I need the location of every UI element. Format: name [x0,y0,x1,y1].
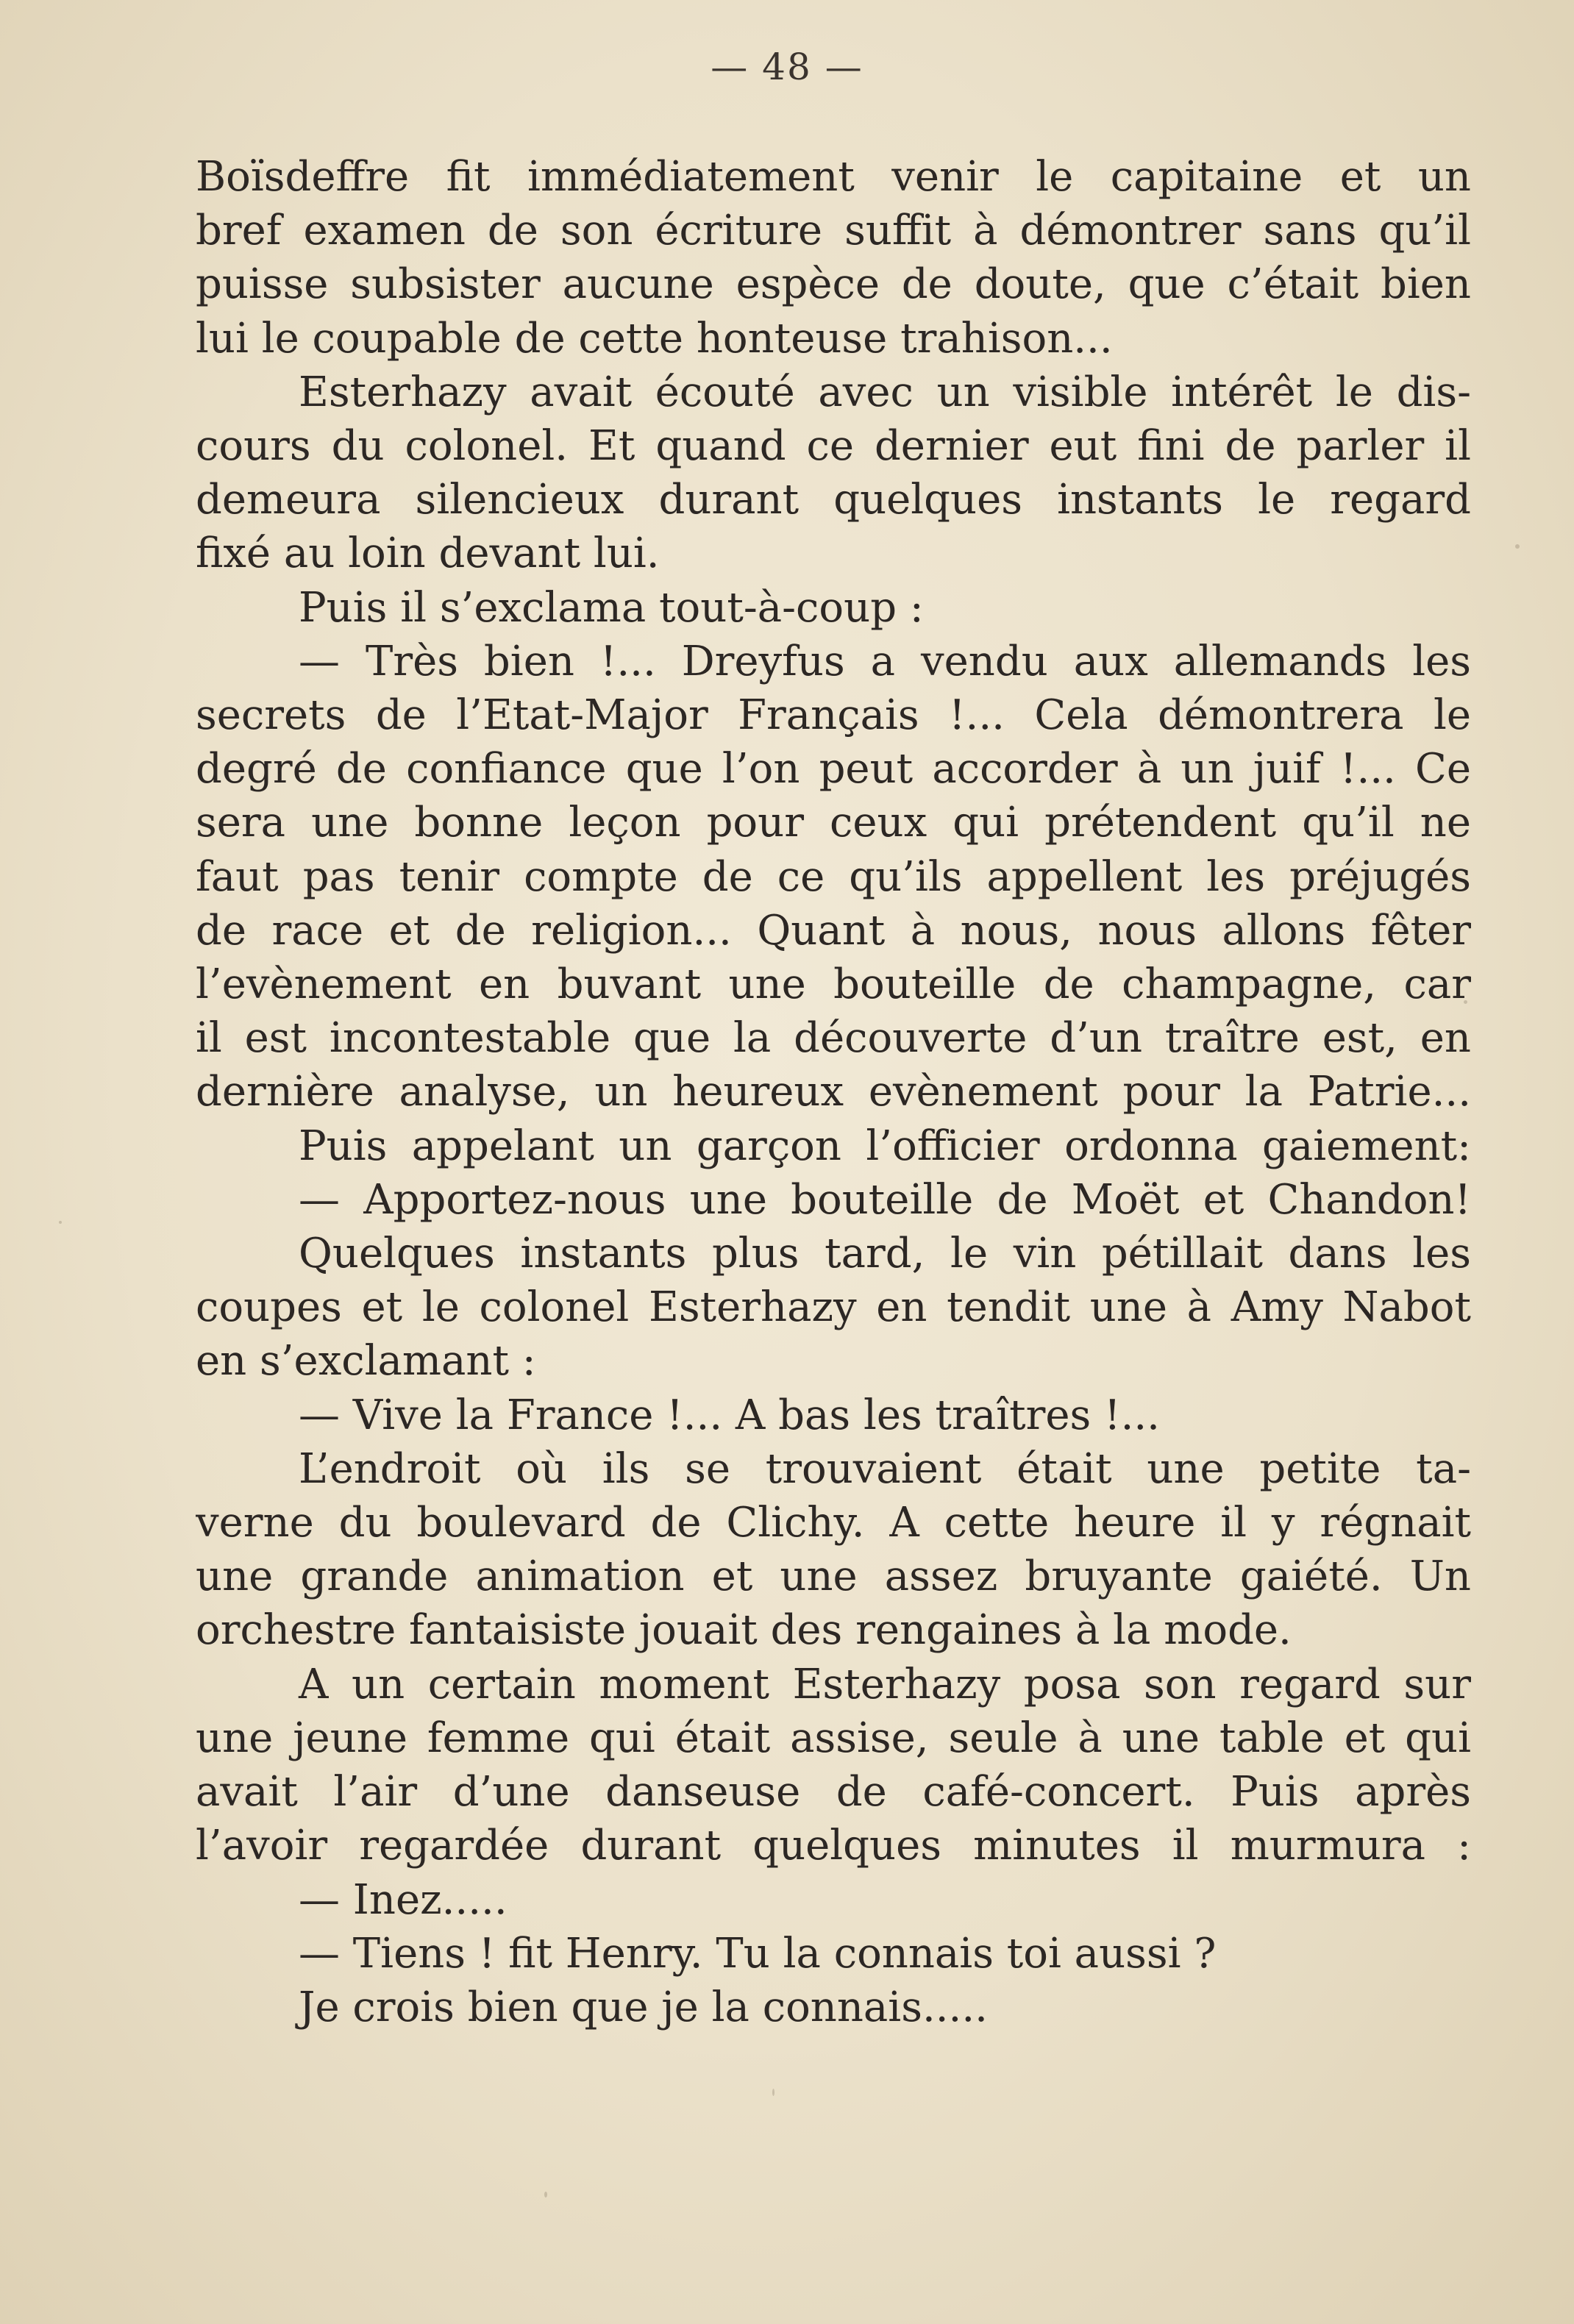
text-line: il est incontestable que la découverte d’un traître est, en [196,1014,1471,1063]
text-line: faut pas tenir compte de ce qu’ils appellent les préjugés [196,852,1471,901]
text-line: puisse subsister aucune espèce de doute, que c’était bien [196,260,1471,309]
text-line: cours du colonel. Et quand ce dernier eut fini de parler il [196,422,1471,471]
page-number: — 48 — [711,46,863,88]
text-line: — Apportez-nous une bouteille de Moët et Chandon! [299,1175,1471,1224]
text-line: bref examen de son écriture suffit à démontrer sans qu’il [196,207,1471,255]
text-line: dernière analyse, un heureux evènement pour la Patrie... [196,1068,1471,1116]
text-line: avait l’air d’une danseuse de café-concert. Puis après [196,1768,1471,1817]
text-line: Esterhazy avait écouté avec un visible intérêt le dis- [299,368,1471,416]
text-line: Quelques instants plus tard, le vin pétillait dans les [299,1230,1471,1278]
text-line: Je crois bien que je la connais..... [299,1983,988,2031]
text-line: une jeune femme qui était assise, seule à une table et qui [196,1714,1471,1762]
text-line: — Vive la France !... A bas les traîtres !... [299,1391,1160,1439]
text-line: — Très bien !... Dreyfus a vendu aux allemands les [299,637,1471,685]
text-line: degré de confiance que l’on peut accorder à un juif !... Ce [196,745,1471,794]
body-text [196,150,1471,2034]
paper-speck [544,2192,547,2198]
text-line: une grande animation et une assez bruyante gaiété. Un [196,1553,1471,1601]
text-line: l’evènement en buvant une bouteille de champagne, car [196,960,1471,1009]
text-line: lui le coupable de cette honteuse trahison... [196,314,1113,363]
text-line: l’avoir regardée durant quelques minutes il murmura : [196,1822,1471,1870]
text-line: Puis il s’exclama tout-à-coup : [299,583,924,632]
text-line: en s’exclamant : [196,1337,536,1386]
text-line: verne du boulevard de Clichy. A cette heure il y régnait [196,1499,1471,1547]
text-line: secrets de l’Etat-Major Français !... Cela démontrera le [196,691,1471,740]
text-line: Boïsdeffre fit immédiatement venir le capitaine et un [196,153,1471,201]
text-line: demeura silencieux durant quelques instants le regard [196,476,1471,524]
paper-speck [1464,1000,1467,1004]
text-line: — Tiens ! fit Henry. Tu la connais toi aussi ? [299,1929,1217,1978]
text-line: fixé au loin devant lui. [196,530,660,578]
text-line: — Inez..... [299,1875,508,1924]
text-line: sera une bonne leçon pour ceux qui prétendent qu’il ne [196,799,1471,847]
text-line: Puis appelant un garçon l’officier ordonna gaiement: [299,1122,1471,1170]
paper-speck [1515,544,1520,549]
paper-speck [59,1221,62,1224]
text-line: L’endroit où ils se trouvaient était une petite ta- [299,1444,1471,1493]
paper-speck [772,2089,774,2096]
text-line: orchestre fantaisiste jouait des rengaines à la mode. [196,1606,1292,1655]
text-line: de race et de religion... Quant à nous, nous allons fêter [196,906,1471,955]
text-line: coupes et le colonel Esterhazy en tendit une à Amy Nabot [196,1283,1471,1332]
text-line: A un certain moment Esterhazy posa son regard sur [299,1660,1471,1708]
